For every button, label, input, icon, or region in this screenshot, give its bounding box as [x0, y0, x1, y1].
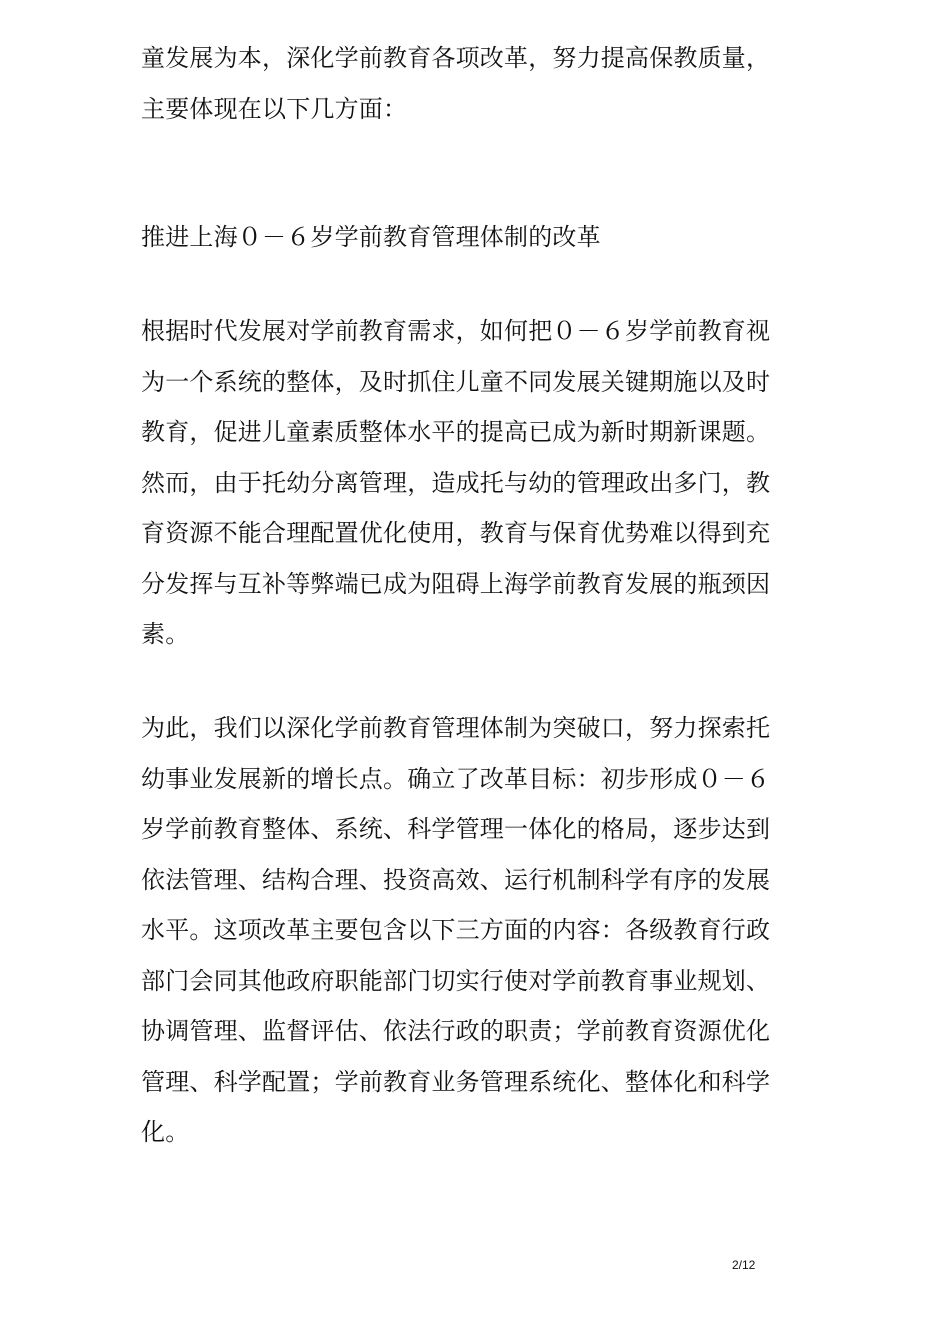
text-line: 然而，由于托幼分离管理，造成托与幼的管理政出多门，教 — [141, 468, 771, 497]
text-line: 主要体现在以下几方面： — [141, 94, 408, 123]
text-line: 管理、科学配置；学前教育业务管理系统化、整体化和科学 — [141, 1067, 771, 1096]
text-line: 为此，我们以深化学前教育管理体制为突破口，努力探索托 — [141, 714, 771, 742]
paragraph-background — [141, 306, 816, 660]
text-line: 依法管理、结构合理、投资高效、运行机制科学有序的发展 — [141, 865, 771, 894]
section-heading — [141, 212, 816, 263]
text-line: 教育，促进儿童素质整体水平的提高已成为新时期新课题。 — [141, 418, 771, 446]
paragraph-intro — [141, 33, 816, 134]
heading-line: 推进上海０－６岁学前教育管理体制的改革 — [141, 223, 601, 251]
text-line: 水平。这项改革主要包含以下三方面的内容：各级教育行政 — [141, 916, 771, 944]
text-line: 为一个系统的整体，及时抓住儿童不同发展关键期施以及时 — [141, 367, 771, 396]
text-line: 化。 — [141, 1118, 190, 1146]
text-line: 岁学前教育整体、系统、科学管理一体化的格局，逐步达到 — [141, 815, 771, 843]
page-number: 2/12 — [732, 1258, 756, 1272]
paragraph-reform — [141, 703, 816, 1158]
text-line: 根据时代发展对学前教育需求，如何把０－６岁学前教育视 — [141, 317, 771, 345]
text-line: 幼事业发展新的增长点。确立了改革目标：初步形成０－６ — [141, 764, 771, 793]
text-line: 育资源不能合理配置优化使用，教育与保育优势难以得到充 — [141, 519, 771, 547]
text-line: 素。 — [141, 620, 190, 648]
text-line: 协调管理、监督评估、依法行政的职责；学前教育资源优化 — [141, 1017, 771, 1045]
text-line: 部门会同其他政府职能部门切实行使对学前教育事业规划、 — [141, 966, 771, 995]
text-line: 分发挥与互补等弊端已成为阻碍上海学前教育发展的瓶颈因 — [141, 569, 771, 598]
text-line: 童发展为本，深化学前教育各项改革，努力提高保教质量， — [141, 44, 771, 72]
